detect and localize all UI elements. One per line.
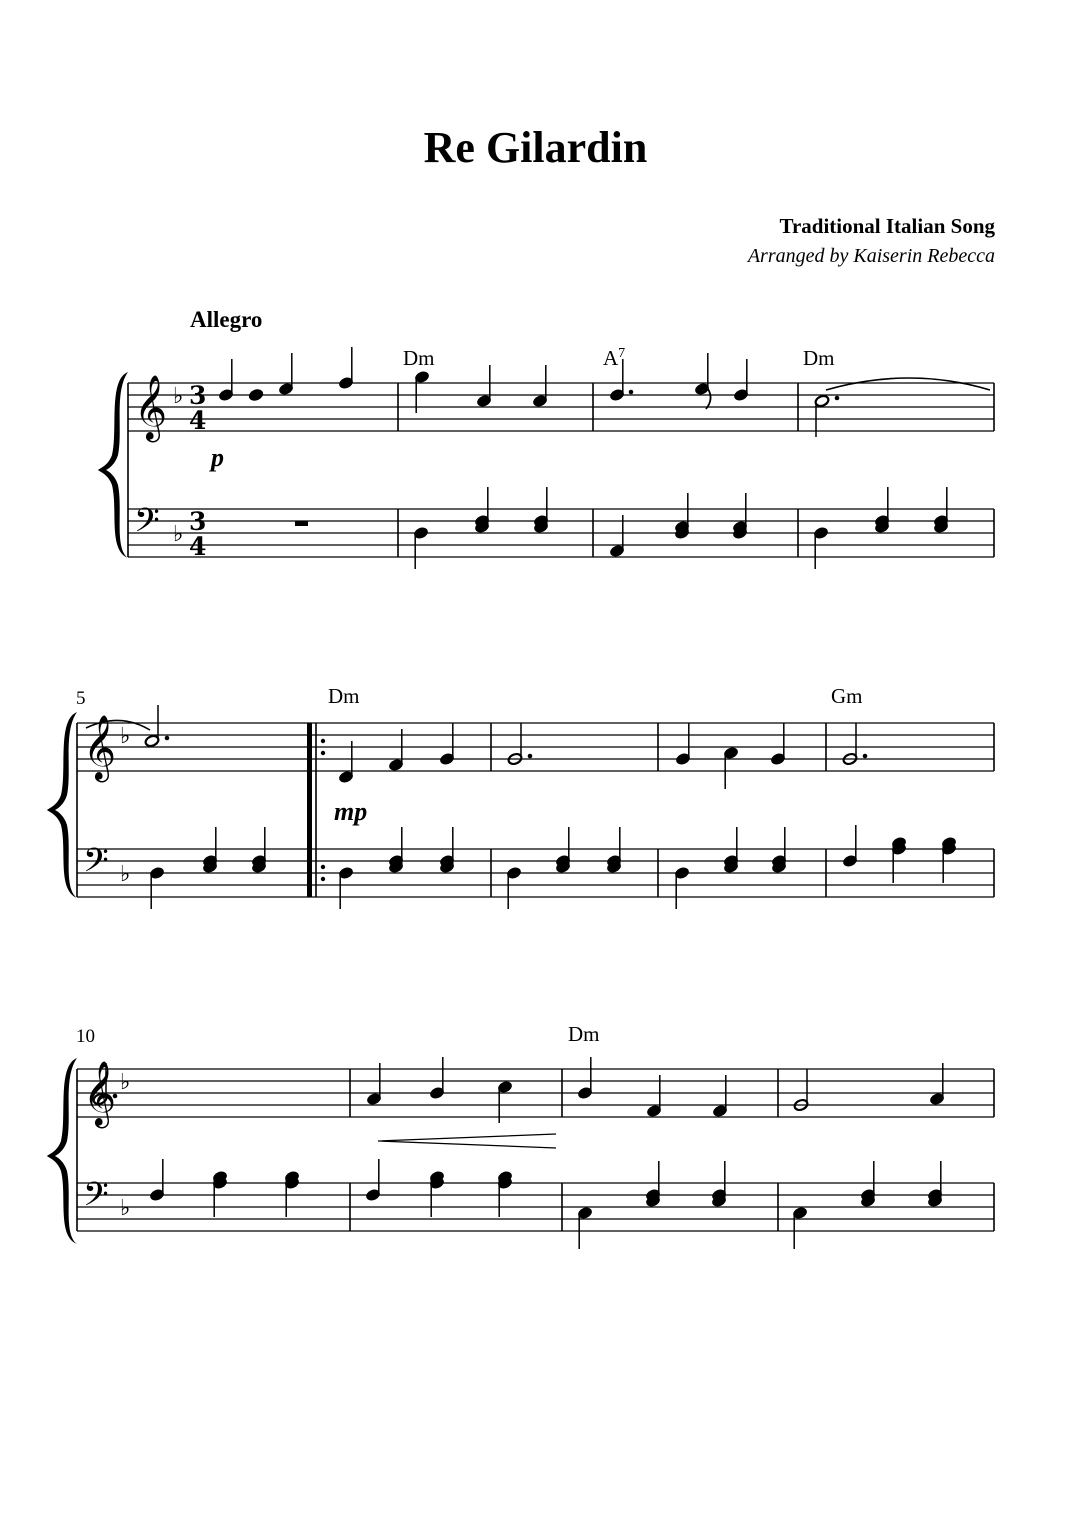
composer-credit: Traditional Italian Song	[779, 214, 995, 238]
system-3	[47, 1022, 994, 1244]
measure-number: 5	[76, 688, 86, 709]
grand-staff-brace	[98, 372, 128, 558]
score-title: Re Gilardin	[423, 123, 648, 172]
treble-notes-m1	[248, 388, 264, 401]
dynamic-marking: p	[211, 443, 224, 472]
augmentation-dot	[528, 754, 533, 759]
rest-icon	[295, 521, 308, 526]
augmentation-dot	[863, 754, 868, 759]
flat-icon: ♭	[173, 522, 184, 547]
arranger-credit: Arranged by Kaiserin Rebecca	[747, 245, 995, 267]
chord-extension: 7	[618, 346, 626, 361]
bass-staff	[128, 509, 994, 557]
treble-clef-icon: 𝄞	[83, 715, 117, 780]
flat-icon: ♭	[173, 384, 184, 409]
chord-symbol: Dm	[803, 346, 835, 370]
time-signature-top: 3	[189, 381, 207, 410]
repeat-start-barline	[307, 723, 325, 897]
system-2	[47, 684, 994, 898]
bass-clef-icon: 𝄢	[83, 1176, 109, 1222]
augmentation-dot	[835, 396, 840, 401]
tie	[826, 378, 990, 390]
treble-staff	[77, 1069, 994, 1117]
flat-icon: ♭	[120, 724, 131, 749]
flat-icon: ♭	[120, 1070, 131, 1095]
treble-clef-icon: 𝄞	[83, 1061, 117, 1126]
dynamic-marking: mp	[334, 797, 368, 826]
chord-symbol: Dm	[403, 346, 435, 370]
augmentation-dot	[629, 390, 634, 395]
grand-staff-brace	[47, 1058, 77, 1244]
grand-staff-brace	[47, 712, 77, 898]
chord-root: A	[603, 346, 619, 370]
chord-symbol: Gm	[831, 684, 863, 708]
chord-symbol: Dm	[328, 684, 360, 708]
augmentation-dot	[165, 736, 170, 741]
bass-clef-icon: 𝄢	[134, 502, 160, 548]
treble-clef-icon: 𝄞	[134, 375, 168, 440]
flat-icon: ♭	[120, 1196, 131, 1221]
crescendo-hairpin	[378, 1134, 556, 1148]
bass-clef-icon: 𝄢	[83, 842, 109, 888]
time-signature-bottom: 4	[189, 532, 207, 561]
chord-symbol: Dm	[568, 1022, 600, 1046]
time-signature-top: 3	[189, 507, 207, 536]
notes-layer	[86, 347, 990, 1249]
tempo-marking: Allegro	[190, 307, 263, 332]
chord-symbol	[603, 346, 625, 370]
flat-icon: ♭	[120, 862, 131, 887]
measure-number: 10	[76, 1026, 95, 1047]
time-signature-bottom: 4	[189, 406, 207, 435]
